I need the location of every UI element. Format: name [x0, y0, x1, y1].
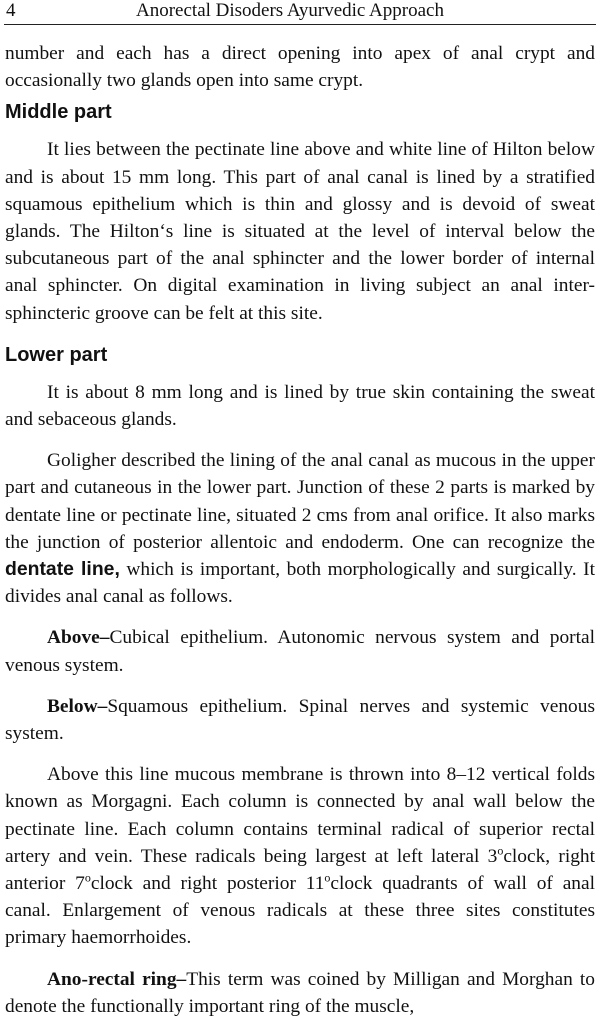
degree-mark: o — [497, 843, 504, 858]
above-term: Above– — [47, 627, 110, 649]
paragraph-above — [5, 624, 595, 678]
page-number: 4 — [6, 0, 16, 21]
paragraph-intro: number and each has a direct opening into apex of anal crypt and occasionally two glands open into same crypt. — [5, 43, 595, 92]
anorectal-ring-term: Ano-rectal ring– — [47, 968, 187, 990]
above-text: Cubical epithelium. Autonomic nervous system and portal venous system. — [5, 627, 595, 676]
running-title: Anorectal Disoders Ayurvedic Approach — [136, 0, 444, 21]
heading-middle-part: Middle part — [5, 101, 112, 124]
paragraph-lower-part: It is about 8 mm long and is lined by true skin containing the sweat and sebaceous glands. — [5, 381, 595, 431]
morgagni-text-a: Above this line mucous membrane is thrown into 8–12 vertical folds known as Morgagni. Each column is connected by anal wall below the pectinate line. Each column contains terminal radical of superior rectal artery and vein. These radicals being largest at left lateral 3 — [5, 764, 595, 867]
paragraph-below — [5, 693, 595, 747]
morgagni-text-c: clock and right posterior 11 — [90, 873, 325, 895]
dentate-line-term: dentate line, — [5, 558, 120, 581]
below-term: Below– — [47, 695, 108, 717]
degree-mark: o — [324, 870, 331, 885]
goligher-text-a: Goligher described the lining of the anal canal as mucous in the upper part and cutaneous in the lower part. Junction of these 2 parts is marked by dentate line or pectinate line, situated 2 cms from anal orifice. It also marks the junction of posterior allentoic and endoderm. One can recognize the — [5, 450, 595, 553]
paragraph-goligher — [5, 447, 595, 610]
running-header — [4, 0, 596, 25]
paragraph-morgagni — [5, 761, 595, 951]
morgagni-text-d: clock quadrants of wall of anal canal. Enlargement of venous radicals at these three sites constitutes primary haemorrhoides. — [5, 873, 595, 949]
page-body — [5, 40, 595, 1034]
goligher-text-b: which is important, both morphologically and surgically. It divides anal canal as follows. — [5, 559, 595, 608]
anorectal-ring-text: This term was coined by Milligan and Morghan to denote the functionally important ring of the muscle, — [5, 968, 595, 1017]
paragraph-middle-part: It lies between the pectinate line above and white line of Hilton below and is about 15 mm long. This part of anal canal is lined by a stratified squamous epithelium which is thin and glossy and is devoid of sweat glands. The Hilton‘s line is situated at the level of interval below the subcutaneous part of the anal sphincter and the lower border of internal anal sphincter. On digital examination in living subject an anal inter-sphincteric groove can be felt at this site. — [5, 139, 595, 324]
below-text: Squamous epithelium. Spinal nerves and systemic venous system. — [5, 695, 595, 745]
heading-lower-part: Lower part — [5, 343, 108, 366]
degree-mark: o — [84, 870, 91, 885]
morgagni-text-b: clock, right anterior 7 — [5, 845, 595, 895]
